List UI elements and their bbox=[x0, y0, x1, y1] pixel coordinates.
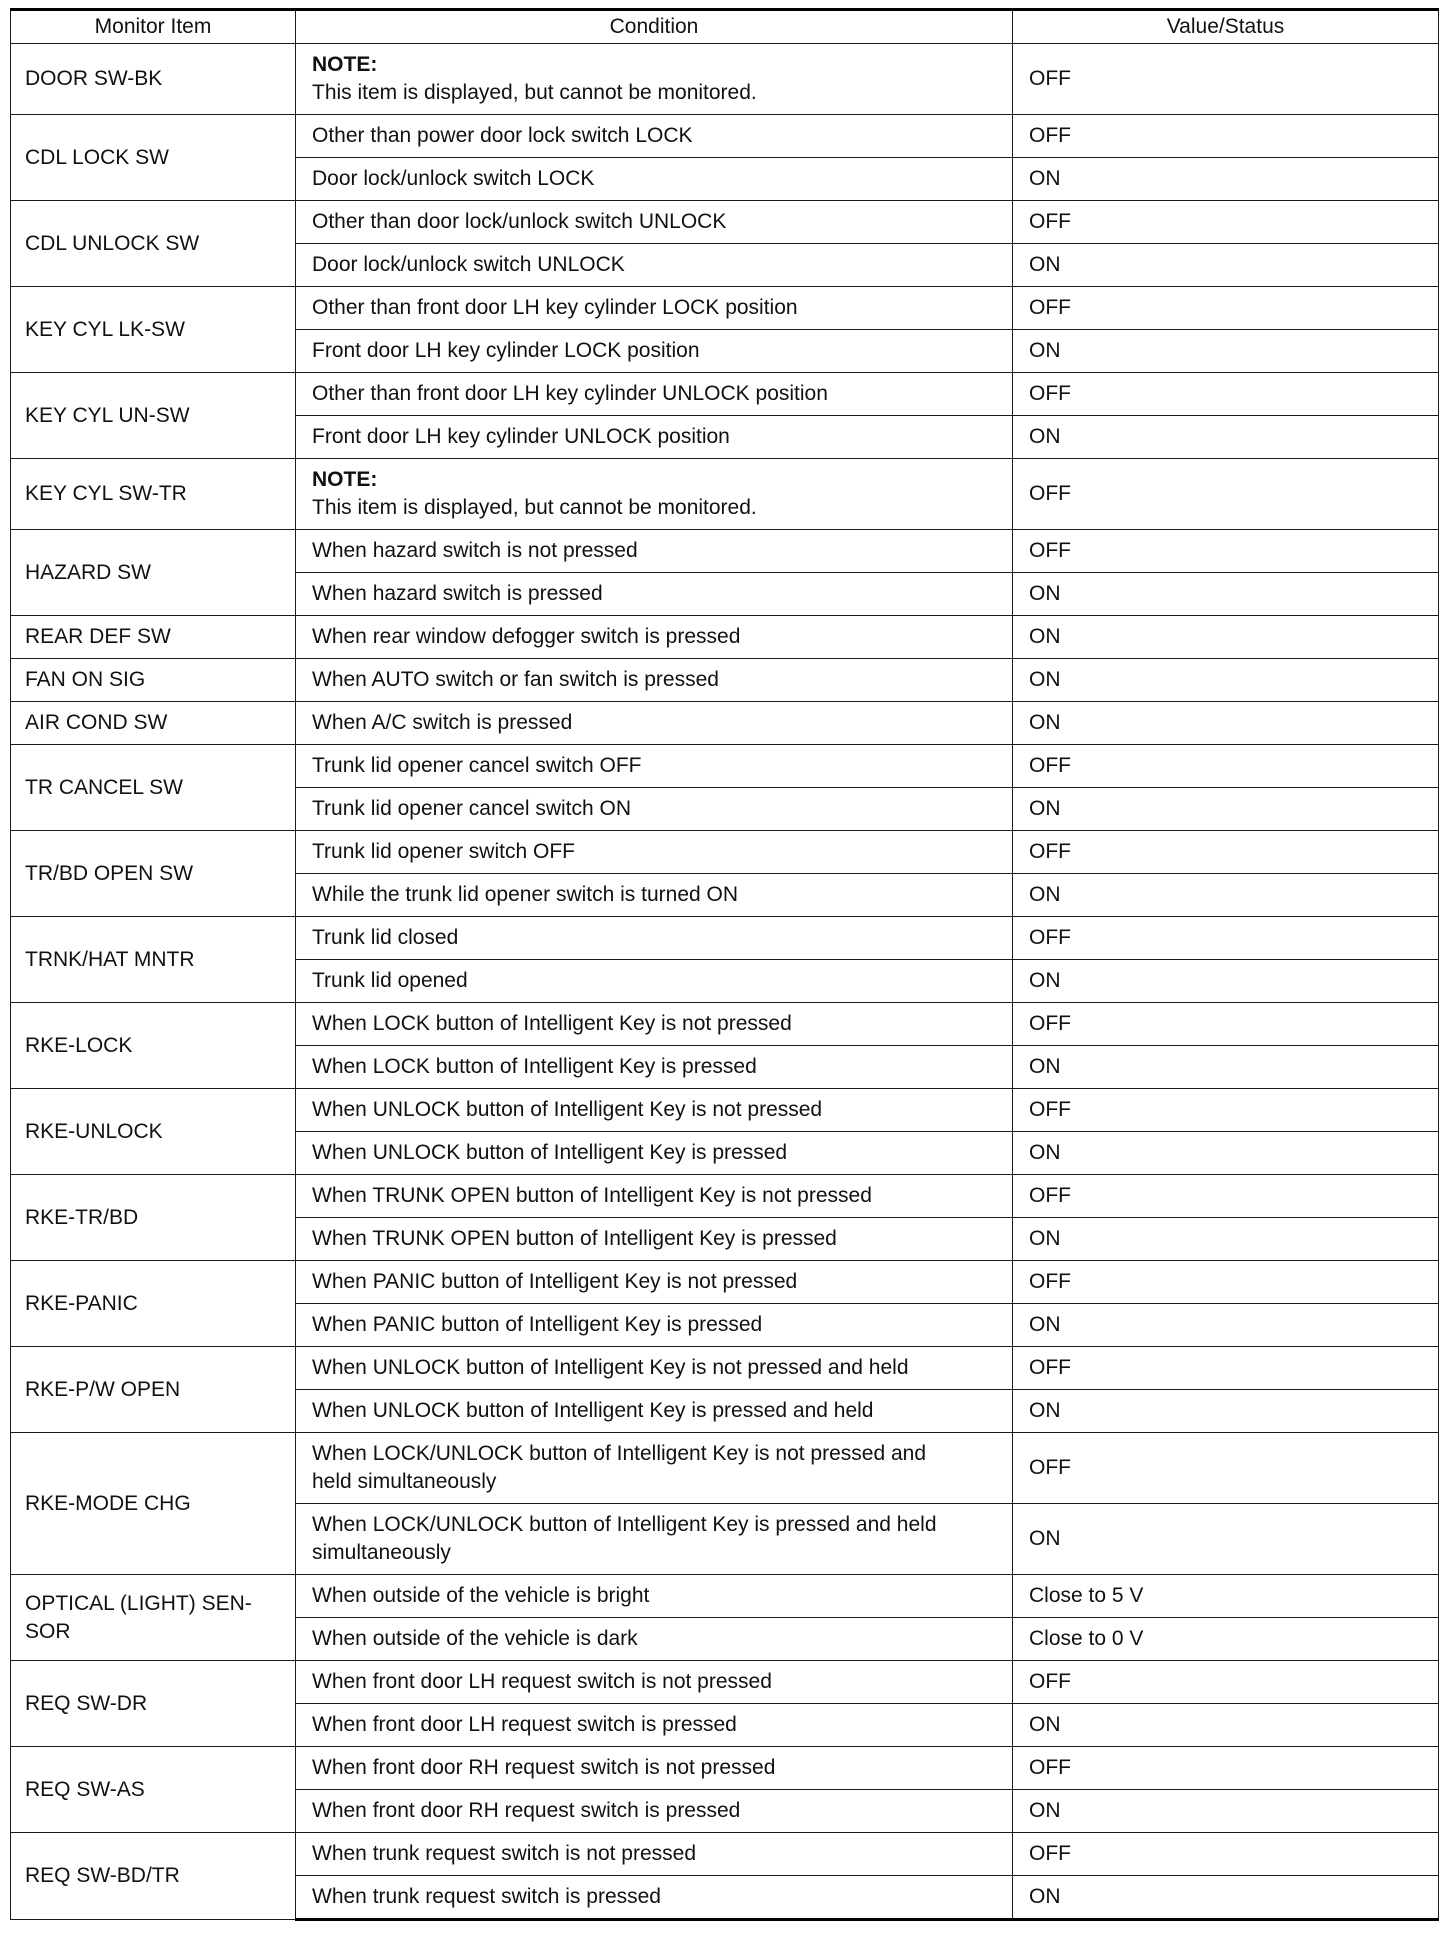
condition-cell bbox=[296, 244, 1013, 287]
monitor-item-cell bbox=[11, 702, 296, 745]
monitor-item-cell bbox=[11, 1261, 296, 1347]
condition-cell bbox=[296, 158, 1013, 201]
table-row bbox=[11, 459, 1439, 530]
condition-cell bbox=[296, 788, 1013, 831]
condition-text: When A/C switch is pressed bbox=[312, 711, 573, 734]
value-status-cell: OFF bbox=[1013, 831, 1439, 874]
monitor-table bbox=[10, 8, 1439, 1921]
condition-text: Trunk lid opener cancel switch OFF bbox=[312, 754, 642, 777]
condition-text: Trunk lid opener switch OFF bbox=[312, 840, 575, 863]
table-row bbox=[11, 1575, 1439, 1618]
value-status-cell: ON bbox=[1013, 158, 1439, 201]
condition-cell bbox=[296, 917, 1013, 960]
condition-cell bbox=[296, 874, 1013, 917]
monitor-item-label: REQ SW-BD/TR bbox=[25, 1864, 180, 1887]
value-status-cell: OFF bbox=[1013, 1347, 1439, 1390]
condition-cell bbox=[296, 330, 1013, 373]
condition-cell bbox=[296, 702, 1013, 745]
condition-text: When trunk request switch is pressed bbox=[312, 1885, 661, 1908]
monitor-item-label: TR CANCEL SW bbox=[25, 775, 183, 799]
condition-text: Front door LH key cylinder LOCK position bbox=[312, 339, 700, 362]
header-condition: Condition bbox=[296, 10, 1013, 44]
condition-cell bbox=[296, 459, 1013, 530]
value-status-cell: OFF bbox=[1013, 530, 1439, 573]
condition-text: When front door LH request switch is pressed bbox=[312, 1713, 737, 1736]
value-status-cell: OFF bbox=[1013, 1003, 1439, 1046]
condition-text-cont: held simultaneously bbox=[312, 1470, 497, 1493]
monitor-item-cell bbox=[11, 44, 296, 115]
condition-text: When hazard switch is pressed bbox=[312, 582, 603, 605]
condition-text: When TRUNK OPEN button of Intelligent Key is pressed bbox=[312, 1227, 837, 1250]
value-status-cell: ON bbox=[1013, 1046, 1439, 1089]
monitor-item-cell bbox=[11, 287, 296, 373]
value-status-cell: OFF bbox=[1013, 1175, 1439, 1218]
condition-cell bbox=[296, 1833, 1013, 1876]
monitor-item-label: TRNK/HAT MNTR bbox=[25, 947, 195, 971]
condition-text: Front door LH key cylinder UNLOCK position bbox=[312, 425, 730, 448]
table-row bbox=[11, 1175, 1439, 1218]
value-status-cell: OFF bbox=[1013, 745, 1439, 788]
table-row bbox=[11, 201, 1439, 244]
condition-text: Trunk lid opened bbox=[312, 969, 468, 992]
monitor-item-cell bbox=[11, 917, 296, 1003]
table-row bbox=[11, 659, 1439, 702]
condition-text-cont: simultaneously bbox=[312, 1541, 451, 1564]
monitor-item-label: CDL LOCK SW bbox=[25, 145, 169, 169]
condition-cell bbox=[296, 1046, 1013, 1089]
monitor-item-label: KEY CYL LK-SW bbox=[25, 317, 185, 341]
condition-cell bbox=[296, 1618, 1013, 1661]
condition-text: When LOCK/UNLOCK button of Intelligent Key is pressed and held bbox=[312, 1513, 937, 1536]
condition-cell bbox=[296, 1218, 1013, 1261]
condition-cell bbox=[296, 960, 1013, 1003]
condition-text: When trunk request switch is not pressed bbox=[312, 1842, 697, 1865]
condition-cell bbox=[296, 1747, 1013, 1790]
condition-cell bbox=[296, 373, 1013, 416]
table-row bbox=[11, 1089, 1439, 1132]
condition-text: Other than door lock/unlock switch UNLOCK bbox=[312, 210, 727, 233]
value-status-cell: OFF bbox=[1013, 1433, 1439, 1504]
value-status-cell: ON bbox=[1013, 1504, 1439, 1575]
monitor-item-cell bbox=[11, 616, 296, 659]
monitor-item-label: KEY CYL UN-SW bbox=[25, 403, 190, 427]
monitor-item-cell bbox=[11, 659, 296, 702]
table-row bbox=[11, 745, 1439, 788]
condition-text: When LOCK button of Intelligent Key is not pressed bbox=[312, 1012, 792, 1035]
monitor-item-label: RKE-P/W OPEN bbox=[25, 1377, 181, 1401]
table-row bbox=[11, 530, 1439, 573]
monitor-item-cell bbox=[11, 745, 296, 831]
condition-cell bbox=[296, 1433, 1013, 1504]
value-status-cell: OFF bbox=[1013, 287, 1439, 330]
monitor-item-label: RKE-TR/BD bbox=[25, 1205, 139, 1229]
table-row bbox=[11, 1347, 1439, 1390]
condition-cell bbox=[296, 573, 1013, 616]
monitor-item-cell bbox=[11, 1347, 296, 1433]
value-status-cell: ON bbox=[1013, 1304, 1439, 1347]
value-status-cell: ON bbox=[1013, 616, 1439, 659]
condition-cell bbox=[296, 416, 1013, 459]
value-status-cell: ON bbox=[1013, 1876, 1439, 1920]
monitor-item-label-cont: SOR bbox=[25, 1619, 71, 1643]
condition-cell bbox=[296, 1089, 1013, 1132]
note-label: NOTE: bbox=[312, 468, 378, 491]
value-status-cell: ON bbox=[1013, 1132, 1439, 1175]
condition-text: When TRUNK OPEN button of Intelligent Key is not pressed bbox=[312, 1184, 872, 1207]
monitor-item-label: TR/BD OPEN SW bbox=[25, 861, 194, 885]
value-status-cell: Close to 0 V bbox=[1013, 1618, 1439, 1661]
condition-text: When UNLOCK button of Intelligent Key is not pressed and held bbox=[312, 1356, 909, 1379]
value-status-cell: OFF bbox=[1013, 201, 1439, 244]
condition-cell bbox=[296, 530, 1013, 573]
value-status-cell: OFF bbox=[1013, 1261, 1439, 1304]
value-status-cell: OFF bbox=[1013, 1833, 1439, 1876]
condition-text: Trunk lid closed bbox=[312, 926, 459, 949]
table-row bbox=[11, 702, 1439, 745]
table-row bbox=[11, 1833, 1439, 1876]
monitor-item-label: RKE-LOCK bbox=[25, 1033, 133, 1057]
value-status-cell: ON bbox=[1013, 874, 1439, 917]
condition-text: Other than front door LH key cylinder LOCK position bbox=[312, 296, 798, 319]
header-monitor-item: Monitor Item bbox=[11, 10, 296, 44]
condition-cell bbox=[296, 659, 1013, 702]
monitor-item-label: REQ SW-AS bbox=[25, 1777, 145, 1801]
condition-text: When rear window defogger switch is pressed bbox=[312, 625, 741, 648]
monitor-item-label: HAZARD SW bbox=[25, 560, 151, 584]
table-body bbox=[11, 44, 1439, 1920]
table-row bbox=[11, 1433, 1439, 1504]
condition-text: When front door RH request switch is not pressed bbox=[312, 1756, 776, 1779]
table-row bbox=[11, 1261, 1439, 1304]
value-status-cell: OFF bbox=[1013, 44, 1439, 115]
monitor-item-label: DOOR SW-BK bbox=[25, 67, 163, 90]
table-row bbox=[11, 1747, 1439, 1790]
value-status-cell: OFF bbox=[1013, 373, 1439, 416]
monitor-item-cell bbox=[11, 459, 296, 530]
condition-cell bbox=[296, 1876, 1013, 1920]
condition-text: Trunk lid opener cancel switch ON bbox=[312, 797, 632, 820]
value-status-cell: ON bbox=[1013, 659, 1439, 702]
condition-text: When hazard switch is not pressed bbox=[312, 539, 638, 562]
monitor-item-label: REAR DEF SW bbox=[25, 625, 171, 648]
monitor-item-cell bbox=[11, 1661, 296, 1747]
condition-cell bbox=[296, 1304, 1013, 1347]
condition-text: When front door RH request switch is pressed bbox=[312, 1799, 741, 1822]
condition-cell bbox=[296, 1704, 1013, 1747]
condition-cell bbox=[296, 1390, 1013, 1433]
table-header-row bbox=[11, 10, 1439, 44]
monitor-item-cell bbox=[11, 1003, 296, 1089]
condition-text: When PANIC button of Intelligent Key is pressed bbox=[312, 1313, 763, 1336]
condition-text: When UNLOCK button of Intelligent Key is not pressed bbox=[312, 1098, 823, 1121]
condition-text: When LOCK button of Intelligent Key is pressed bbox=[312, 1055, 757, 1078]
monitor-item-label: RKE-UNLOCK bbox=[25, 1119, 163, 1143]
table-row bbox=[11, 831, 1439, 874]
value-status-cell: ON bbox=[1013, 244, 1439, 287]
condition-text: While the trunk lid opener switch is turned ON bbox=[312, 883, 739, 906]
condition-cell bbox=[296, 831, 1013, 874]
monitor-item-cell bbox=[11, 530, 296, 616]
condition-cell bbox=[296, 1003, 1013, 1046]
condition-cell bbox=[296, 616, 1013, 659]
monitor-item-cell bbox=[11, 373, 296, 459]
monitor-item-cell bbox=[11, 1175, 296, 1261]
condition-cell bbox=[296, 1261, 1013, 1304]
condition-text: When outside of the vehicle is bright bbox=[312, 1584, 650, 1607]
condition-text: When UNLOCK button of Intelligent Key is pressed and held bbox=[312, 1399, 874, 1422]
note-text: This item is displayed, but cannot be monitored. bbox=[312, 496, 757, 519]
condition-text: Other than power door lock switch LOCK bbox=[312, 124, 693, 147]
table-row bbox=[11, 373, 1439, 416]
value-status-cell: ON bbox=[1013, 702, 1439, 745]
condition-cell bbox=[296, 115, 1013, 158]
condition-text: When UNLOCK button of Intelligent Key is pressed bbox=[312, 1141, 788, 1164]
condition-cell bbox=[296, 201, 1013, 244]
monitor-table-sheet bbox=[10, 8, 1438, 1921]
value-status-cell: ON bbox=[1013, 1218, 1439, 1261]
table-row bbox=[11, 917, 1439, 960]
table-row bbox=[11, 616, 1439, 659]
value-status-cell: ON bbox=[1013, 1390, 1439, 1433]
condition-cell bbox=[296, 1132, 1013, 1175]
note-text: This item is displayed, but cannot be monitored. bbox=[312, 81, 757, 104]
monitor-item-label: RKE-PANIC bbox=[25, 1291, 138, 1315]
condition-text: When LOCK/UNLOCK button of Intelligent Key is not pressed and bbox=[312, 1442, 926, 1465]
monitor-item-label: AIR COND SW bbox=[25, 711, 168, 734]
value-status-cell: ON bbox=[1013, 330, 1439, 373]
table-row bbox=[11, 115, 1439, 158]
monitor-item-label: OPTICAL (LIGHT) SEN- bbox=[25, 1591, 252, 1615]
value-status-cell: ON bbox=[1013, 960, 1439, 1003]
monitor-item-label: FAN ON SIG bbox=[25, 668, 146, 691]
condition-text: Door lock/unlock switch UNLOCK bbox=[312, 253, 625, 276]
monitor-item-cell bbox=[11, 115, 296, 201]
monitor-item-label: KEY CYL SW-TR bbox=[25, 482, 187, 505]
condition-cell bbox=[296, 1575, 1013, 1618]
condition-cell bbox=[296, 1347, 1013, 1390]
table-row bbox=[11, 1003, 1439, 1046]
monitor-item-cell bbox=[11, 1089, 296, 1175]
condition-cell bbox=[296, 1790, 1013, 1833]
condition-cell bbox=[296, 44, 1013, 115]
value-status-cell: OFF bbox=[1013, 1747, 1439, 1790]
monitor-item-cell bbox=[11, 1433, 296, 1575]
table-row bbox=[11, 44, 1439, 115]
condition-text: Door lock/unlock switch LOCK bbox=[312, 167, 595, 190]
condition-text: When front door LH request switch is not pressed bbox=[312, 1670, 772, 1693]
value-status-cell: OFF bbox=[1013, 459, 1439, 530]
value-status-cell: ON bbox=[1013, 416, 1439, 459]
table-row bbox=[11, 287, 1439, 330]
monitor-item-cell bbox=[11, 1575, 296, 1661]
condition-cell bbox=[296, 1661, 1013, 1704]
value-status-cell: OFF bbox=[1013, 1661, 1439, 1704]
monitor-item-label: CDL UNLOCK SW bbox=[25, 231, 200, 255]
table-row bbox=[11, 1661, 1439, 1704]
monitor-item-cell bbox=[11, 1833, 296, 1920]
value-status-cell: ON bbox=[1013, 1704, 1439, 1747]
value-status-cell: OFF bbox=[1013, 115, 1439, 158]
monitor-item-label: REQ SW-DR bbox=[25, 1691, 148, 1715]
monitor-item-cell bbox=[11, 1747, 296, 1833]
condition-cell bbox=[296, 1175, 1013, 1218]
value-status-cell: ON bbox=[1013, 573, 1439, 616]
condition-text: When outside of the vehicle is dark bbox=[312, 1627, 638, 1650]
condition-text: When PANIC button of Intelligent Key is not pressed bbox=[312, 1270, 798, 1293]
value-status-cell: ON bbox=[1013, 788, 1439, 831]
condition-cell bbox=[296, 287, 1013, 330]
condition-cell bbox=[296, 745, 1013, 788]
value-status-cell: OFF bbox=[1013, 1089, 1439, 1132]
value-status-cell: OFF bbox=[1013, 917, 1439, 960]
condition-text: When AUTO switch or fan switch is pressed bbox=[312, 668, 719, 691]
note-label: NOTE: bbox=[312, 53, 378, 76]
condition-cell bbox=[296, 1504, 1013, 1575]
condition-text: Other than front door LH key cylinder UNLOCK position bbox=[312, 382, 828, 405]
monitor-item-label: RKE-MODE CHG bbox=[25, 1491, 191, 1515]
value-status-cell: ON bbox=[1013, 1790, 1439, 1833]
value-status-cell: Close to 5 V bbox=[1013, 1575, 1439, 1618]
monitor-item-cell bbox=[11, 201, 296, 287]
header-value-status: Value/Status bbox=[1013, 10, 1439, 44]
monitor-item-cell bbox=[11, 831, 296, 917]
